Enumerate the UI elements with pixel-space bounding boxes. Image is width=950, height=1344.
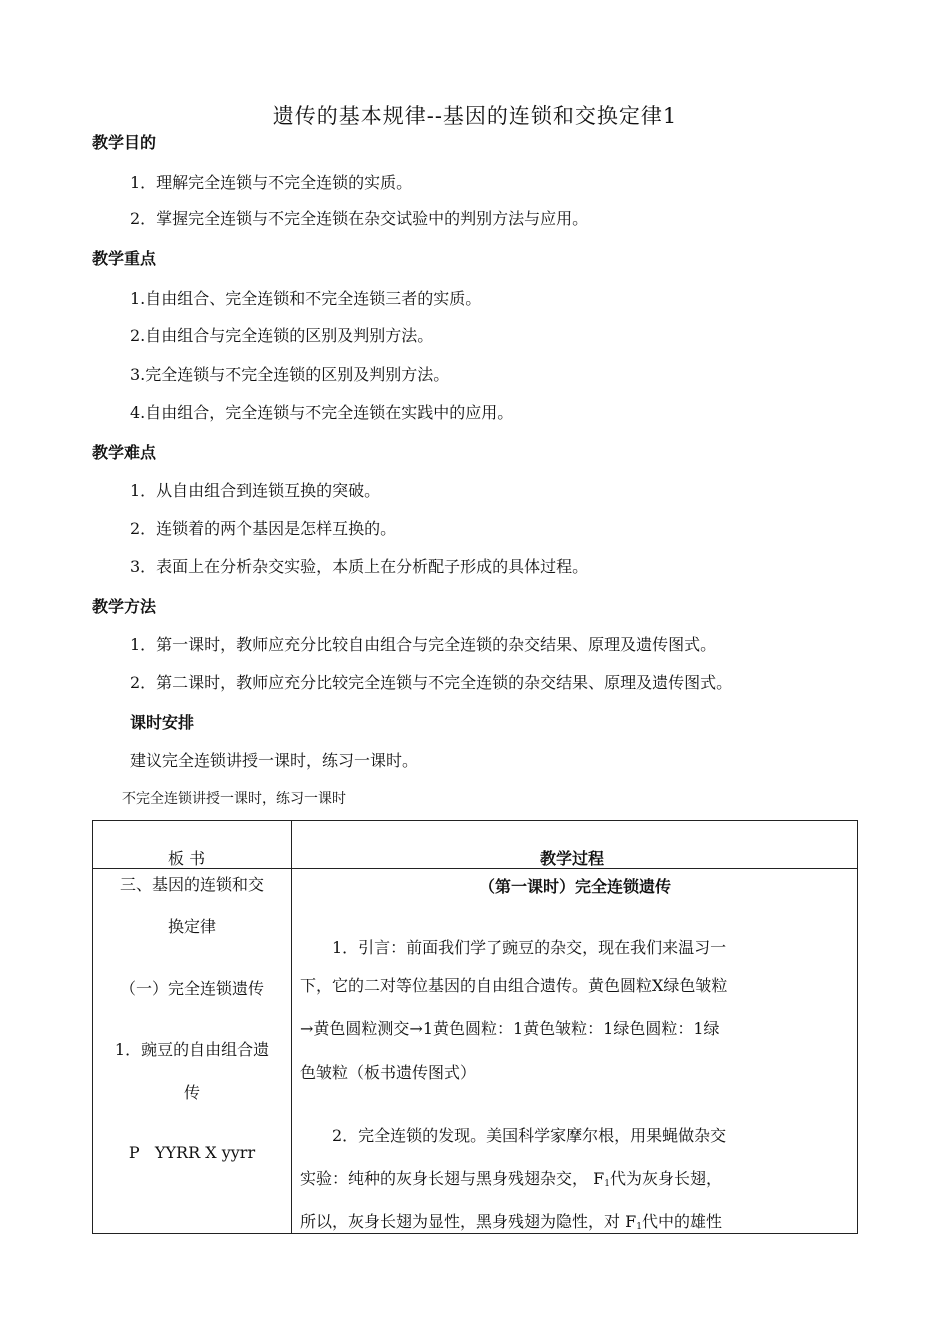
board-line: 三、基因的连锁和交 (119, 875, 264, 894)
section-heading-methods: 教学方法 (92, 597, 157, 616)
key-point-item: 2.自由组合与完全连锁的区别及判别方法。 (130, 326, 434, 345)
paragraph-discovery-line: 2．完全连锁的发现。美国科学家摩尔根，用果蝇做杂交 (332, 1126, 727, 1145)
paragraph-discovery-line: 实验：纯种的灰身长翅与黑身残翅杂交， $F_1$代为灰身长翅， (300, 1169, 722, 1189)
table-header-process: 教学过程 (540, 849, 605, 868)
lesson-subtitle: （第一课时）完全连锁遗传 (478, 877, 671, 896)
method-item: 1．第一课时，教师应充分比较自由组合与完全连锁的杂交结果、原理及遗传图式。 (130, 635, 717, 654)
board-line: 传 (183, 1083, 200, 1102)
method-item: 2．第二课时，教师应充分比较完全连锁与不完全连锁的杂交结果、原理及遗传图式。 (130, 673, 733, 692)
page-title: 遗传的基本规律--基因的连锁和交换定律1 (272, 104, 678, 128)
paragraph-intro-line: 下，它的二对等位基因的自由组合遗传。黄色圆粒X绿色皱粒 (300, 976, 728, 995)
difficulty-item: 2．连锁着的两个基因是怎样互换的。 (130, 519, 397, 538)
key-point-item: 3.完全连锁与不完全连锁的区别及判别方法。 (130, 365, 450, 384)
schedule-line: 建议完全连锁讲授一课时，练习一课时。 (130, 751, 419, 770)
board-line-cross: P YYRR X yyrr (128, 1143, 256, 1162)
objective-item: 1．理解完全连锁与不完全连锁的实质。 (130, 173, 413, 192)
table-column-divider (291, 820, 292, 1234)
paragraph-intro-line: →黄色圆粒测交→1黄色圆粒：1黄色皱粒：1绿色圆粒：1绿 (300, 1019, 720, 1038)
board-line: 1．豌豆的自由组合遗 (114, 1040, 270, 1059)
difficulty-item: 3．表面上在分析杂交实验，本质上在分析配子形成的具体过程。 (130, 557, 589, 576)
table-header-board: 板 书 (168, 849, 206, 868)
key-point-item: 4.自由组合，完全连锁与不完全连锁在实践中的应用。 (130, 403, 514, 422)
paragraph-discovery-line: 所以，灰身长翅为显性，黑身残翅为隐性，对 $F_1$代中的雄性 (300, 1212, 722, 1232)
board-line: （一）完全连锁遗传 (119, 979, 264, 998)
schedule-line: 不完全连锁讲授一课时，练习一课时 (122, 791, 346, 807)
paragraph-intro-line: 色皱粒（板书遗传图式） (300, 1063, 477, 1082)
section-heading-difficulties: 教学难点 (92, 443, 157, 462)
paragraph-intro-line: 1．引言：前面我们学了豌豆的杂交，现在我们来温习一 (332, 938, 727, 957)
section-heading-objectives: 教学目的 (92, 133, 157, 152)
objective-item: 2．掌握完全连锁与不完全连锁在杂交试验中的判别方法与应用。 (130, 209, 589, 228)
section-heading-key-points: 教学重点 (92, 249, 157, 268)
key-point-item: 1.自由组合、完全连锁和不完全连锁三者的实质。 (130, 289, 482, 308)
table-header-divider (92, 868, 858, 869)
schedule-heading: 课时安排 (130, 713, 195, 732)
board-line: 换定律 (167, 917, 216, 936)
difficulty-item: 1．从自由组合到连锁互换的突破。 (130, 481, 381, 500)
